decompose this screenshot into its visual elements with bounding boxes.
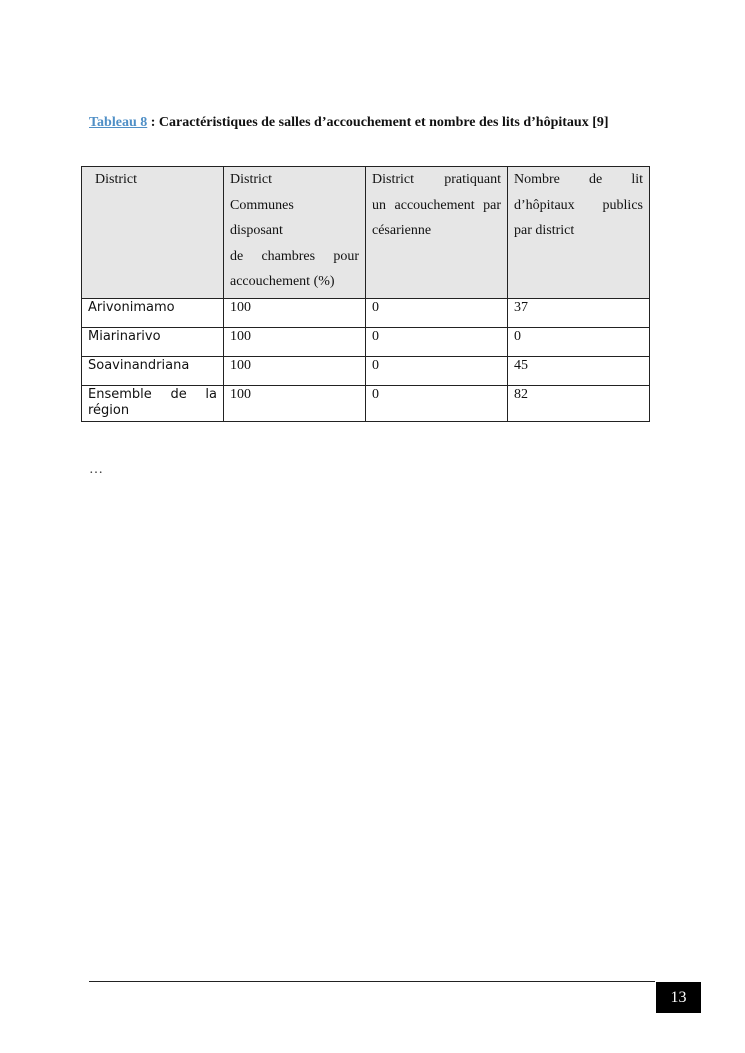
header-line: District xyxy=(230,172,272,187)
page-number: 13 xyxy=(656,982,701,1013)
header-line: Communes xyxy=(230,197,294,213)
header-line: District pratiquant xyxy=(372,172,501,187)
lits-cell: 82 xyxy=(508,385,650,421)
header-line: un accouchement par xyxy=(372,197,501,213)
header-line: de chambres pour xyxy=(230,248,359,264)
header-district xyxy=(82,167,224,299)
communes-percent-cell: 100 xyxy=(224,356,366,385)
header-line: Nombre de lit xyxy=(514,172,643,187)
data-table xyxy=(81,166,650,422)
table-row xyxy=(82,356,650,385)
table-row xyxy=(82,327,650,356)
cesarienne-cell: 0 xyxy=(366,356,508,385)
communes-percent-cell: 100 xyxy=(224,327,366,356)
table-reference-link[interactable]: Tableau 8 xyxy=(89,115,148,130)
footer-divider xyxy=(89,981,655,982)
header-line: césarienne xyxy=(372,223,432,239)
lits-cell: 45 xyxy=(508,356,650,385)
district-name-cell: Soavinandriana xyxy=(82,356,224,385)
table-caption xyxy=(89,115,659,131)
header-communes-chambres xyxy=(224,167,366,299)
header-line: District xyxy=(95,172,137,187)
communes-percent-cell: 100 xyxy=(224,385,366,421)
cesarienne-cell: 0 xyxy=(366,298,508,327)
table-header-row xyxy=(82,167,650,299)
district-name-cell: Arivonimamo xyxy=(82,298,224,327)
header-line: accouchement (%) xyxy=(230,274,335,290)
table-caption-text: : Caractéristiques de salles d’accouchement et nombre des lits d’hôpitaux [9] xyxy=(147,115,609,130)
table-row xyxy=(82,298,650,327)
header-line: par district xyxy=(514,223,575,239)
district-name-cell xyxy=(82,385,224,421)
ellipsis-text: … xyxy=(89,462,103,477)
district-name-cell: Miarinarivo xyxy=(82,327,224,356)
header-lits-hopitaux xyxy=(508,167,650,299)
header-line: d’hôpitaux publics xyxy=(514,197,643,213)
lits-cell: 37 xyxy=(508,298,650,327)
lits-cell: 0 xyxy=(508,327,650,356)
region-total-label: Ensemble de la région xyxy=(88,386,217,418)
header-cesarienne xyxy=(366,167,508,299)
communes-percent-cell: 100 xyxy=(224,298,366,327)
cesarienne-cell: 0 xyxy=(366,385,508,421)
table-row xyxy=(82,385,650,421)
cesarienne-cell: 0 xyxy=(366,327,508,356)
header-line: disposant xyxy=(230,223,283,239)
